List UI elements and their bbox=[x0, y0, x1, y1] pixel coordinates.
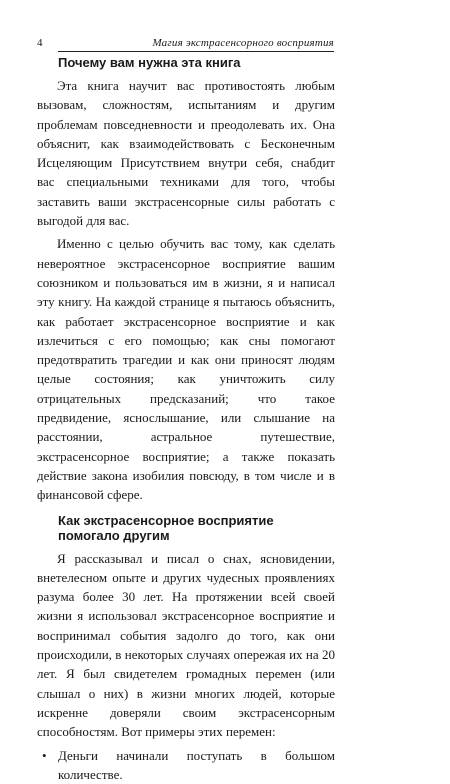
bullet-list bbox=[37, 746, 335, 784]
header-rule bbox=[58, 51, 334, 52]
page-number: 4 bbox=[37, 37, 43, 49]
paragraph: Я рассказывал и писал о снах, ясновидении, внетелесном опыте и других чудесных проявлениях разума более 30 лет. На протяжении всей своей жизни я использовал экстрасенсорное восприятие и воспринимал события задолго до того, как они происходили, в некоторых случаях опережая их на 20 лет. Я был свидетелем громадных перемен (или слышал о них) в жизни многих людей, которые искренне доверяли своим экстрасенсорным способностям. Вот примеры этих перемен: bbox=[37, 549, 335, 742]
list-item-text: Деньги начинали поступать в большом количестве. bbox=[58, 748, 335, 782]
running-head: Магия экстрасенсорного восприятия bbox=[58, 37, 334, 49]
bullet-icon: • bbox=[42, 746, 47, 765]
section-heading: Почему вам нужна эта книга bbox=[58, 55, 335, 70]
paragraph: Именно с целью обучить вас тому, как сделать невероятное экстрасенсорное восприятие вашим союзником и пользоваться им в жизни, я и написал эту книгу. На каждой странице я пытаюсь объяснить, как работает экстрасенсорное восприятие и как излечиться с его помощью; как сны помогают предотвратить трагедии и как они приносят людям целые состояния; как уничтожить силу отрицательных предсказаний; что такое предвидение, яснослышание, или слышание на расстоянии, астральное путешествие, экстрасенсорное восприятие; а также показать действие закона изобилия повсюду, в том числе и в финансовой сфере. bbox=[37, 234, 335, 504]
section-heading-line: Как экстрасенсорное восприятие bbox=[58, 513, 335, 528]
section-heading bbox=[58, 513, 335, 543]
page-content bbox=[37, 53, 335, 784]
section-heading-line: помогало другим bbox=[58, 528, 335, 543]
paragraph: Эта книга научит вас противостоять любым вызовам, сложностям, испытаниям и другим проблемам повседневности и преодолевать их. Она объяснит, как взаимодействовать с Бесконечным Исцеляющим Присутствием внутри себя, снабдит вас специальными техниками для того, чтобы заставить ваши экстрасенсорные силы работать с выгодой для вас. bbox=[37, 76, 335, 230]
list-item bbox=[37, 746, 335, 784]
